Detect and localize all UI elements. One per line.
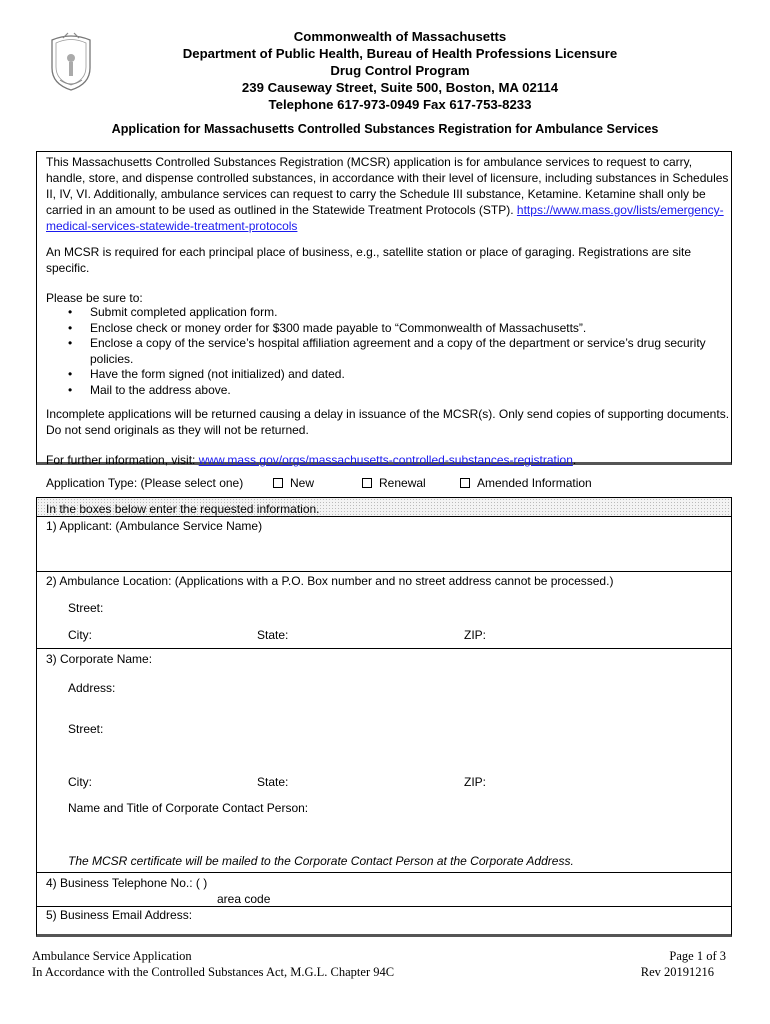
divider: [37, 516, 731, 517]
corporate-state-label: State:: [257, 775, 289, 789]
further-info: For further information, visit: www.mass.gov/orgs/massachusetts-controlled-substances-registration.: [46, 453, 577, 467]
please-be-sure: Please be sure to:: [46, 291, 143, 305]
corporate-name-label: 3) Corporate Name:: [46, 652, 153, 666]
checkbox-amended[interactable]: [460, 478, 470, 488]
corporate-street-label: Street:: [68, 722, 104, 736]
divider: [37, 906, 731, 907]
business-telephone-label: 4) Business Telephone No.: ( ): [46, 876, 208, 890]
list-item: • Have the form signed (not initialized) and dated.: [46, 367, 732, 383]
list-item: • Enclose a copy of the service’s hospital affiliation agreement and a copy of the department or service’s drug security policies.: [46, 336, 732, 367]
header-address: 239 Causeway Street, Suite 500, Boston, MA 02114: [241, 80, 559, 95]
mailing-note: The MCSR certificate will be mailed to the Corporate Contact Person at the Corporate Address.: [68, 854, 574, 868]
footer-authority: In Accordance with the Controlled Substances Act, M.G.L. Chapter 94C: [32, 965, 395, 979]
header-agency: Commonwealth of Massachusetts: [293, 29, 507, 44]
option-renewal[interactable]: Renewal: [362, 476, 426, 491]
option-amended[interactable]: Amended Information: [460, 476, 592, 491]
divider: [37, 872, 731, 873]
checklist: [46, 305, 732, 398]
contact-person-label: Name and Title of Corporate Contact Person:: [68, 801, 309, 815]
footer-revision: Rev 20191216: [640, 965, 714, 979]
corporate-city-label: City:: [68, 775, 92, 789]
applicant-input[interactable]: [68, 536, 708, 570]
corporate-zip-label: ZIP:: [464, 775, 487, 789]
header-department: Department of Public Health, Bureau of Health Professions Licensure: [182, 46, 618, 61]
ambulance-location-label: 2) Ambulance Location: (Applications with a P.O. Box number and no street address cannot be processed.): [46, 574, 614, 588]
list-item: • Enclose check or money order for $300 made payable to “Commonwealth of Massachusetts”.: [46, 321, 732, 337]
location-zip-label: ZIP:: [464, 628, 487, 642]
page-title: Application for Massachusetts Controlled Substances Registration for Ambulance Services: [111, 122, 659, 136]
checkbox-renewal[interactable]: [362, 478, 372, 488]
header-phone-fax: Telephone 617-973-0949 Fax 617-753-8233: [268, 97, 532, 112]
mcsr-requirement: An MCSR is required for each principal place of business, e.g., satellite station or place of garaging. Registrations are site specific.: [46, 245, 691, 275]
header-program: Drug Control Program: [330, 63, 470, 78]
form-instruction: In the boxes below enter the requested information.: [46, 502, 320, 516]
footer-form-name: Ambulance Service Application: [32, 949, 192, 963]
divider: [37, 571, 731, 572]
area-code-label: area code: [217, 892, 271, 906]
incomplete-notice: Incomplete applications will be returned causing a delay in issuance of the MCSR(s). Only send copies of supporting documents. Do not send originals as they will not be returned.: [46, 407, 730, 437]
option-new[interactable]: New: [273, 476, 314, 491]
business-email-label: 5) Business Email Address:: [46, 908, 193, 922]
divider: [37, 648, 731, 649]
massachusetts-seal-icon: [46, 30, 96, 92]
mcsr-info-link[interactable]: www.mass.gov/orgs/massachusetts-controlled-substances-registration: [198, 453, 573, 467]
checkbox-new[interactable]: [273, 478, 283, 488]
list-item: • Mail to the address above.: [46, 383, 732, 399]
location-state-label: State:: [257, 628, 289, 642]
applicant-label: 1) Applicant: (Ambulance Service Name): [46, 519, 263, 533]
footer-page-number: Page 1 of 3: [669, 949, 726, 963]
list-item: • Submit completed application form.: [46, 305, 732, 321]
protocols-link[interactable]: https://www.mass.gov/lists/emergency-medical-services-statewide-treatment-protocols: [46, 203, 724, 233]
corporate-address-label: Address:: [68, 681, 116, 695]
location-city-label: City:: [68, 628, 92, 642]
application-type-label: Application Type: (Please select one): [46, 476, 244, 490]
intro-paragraph: This Massachusetts Controlled Substances Registration (MCSR) application is for ambulance services to request to carry, handle, store, and dispense controlled substances, in accordance with their level of licensure, including substances in Schedules II, IV, VI. Additionally, ambulance services can request to carry the Schedule III substance, Ketamine. Ketamine shall only be carried in an amount to be used as outlined in the Statewide Treatment Protocols (STP). https://www.mass.gov/lists/emergency-medical-services-statewide-treatment-protocols: [46, 155, 729, 233]
location-street-label: Street:: [68, 601, 104, 615]
